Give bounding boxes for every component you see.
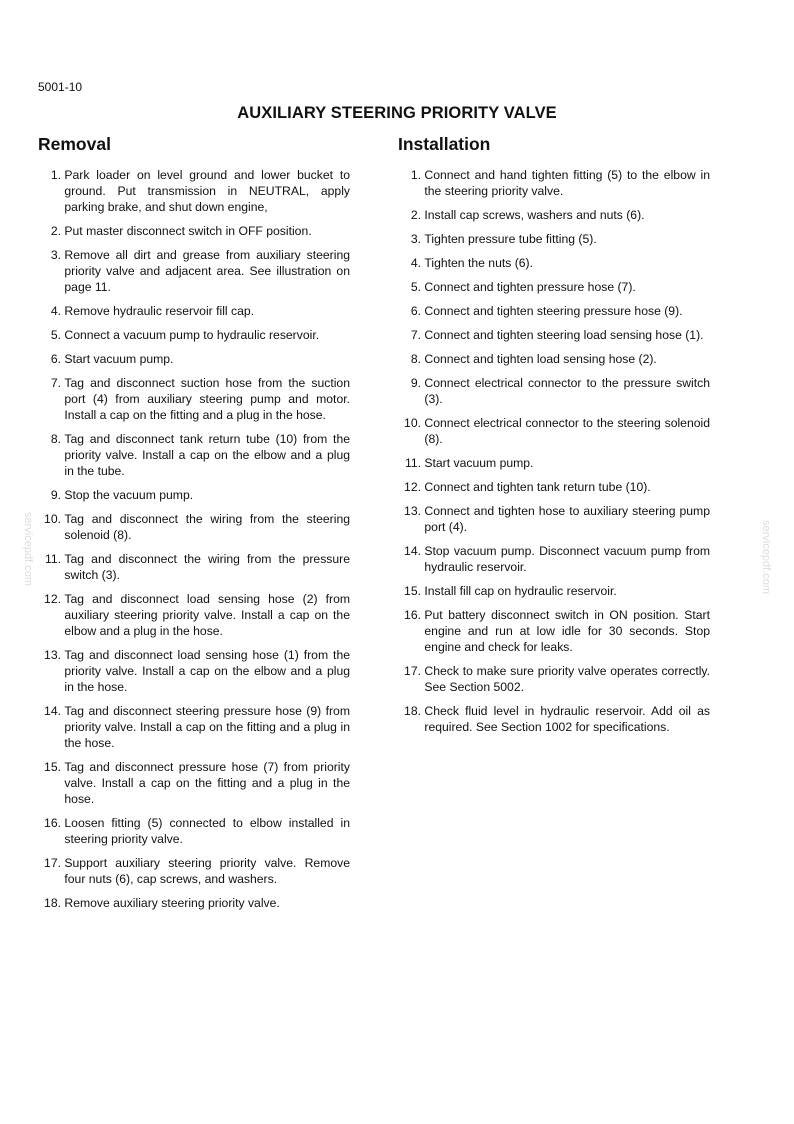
step-text: Check fluid level in hydraulic reservoir. Add oil as required. See Section 1002 for specifications. bbox=[424, 704, 710, 734]
installation-step bbox=[398, 231, 710, 247]
step-number: 5. bbox=[410, 280, 421, 294]
step-text: Connect electrical connector to the steering solenoid (8). bbox=[424, 416, 710, 446]
step-text: Tag and disconnect the wiring from the steering solenoid (8). bbox=[64, 512, 350, 542]
step-text: Tag and disconnect tank return tube (10) from the priority valve. Install a cap on the elbow and a plug in the tube. bbox=[64, 432, 350, 478]
removal-step bbox=[38, 551, 350, 583]
installation-step bbox=[398, 479, 710, 495]
step-text: Put master disconnect switch in OFF position. bbox=[64, 224, 312, 238]
step-text: Connect electrical connector to the pressure switch (3). bbox=[424, 376, 710, 406]
removal-step bbox=[38, 815, 350, 847]
step-text: Stop the vacuum pump. bbox=[64, 488, 194, 502]
installation-step bbox=[398, 415, 710, 447]
removal-step bbox=[38, 327, 350, 343]
step-number: 17. bbox=[404, 664, 421, 678]
removal-step bbox=[38, 167, 350, 215]
step-number: 10. bbox=[404, 416, 421, 430]
step-number: 4. bbox=[410, 256, 421, 270]
page-title: AUXILIARY STEERING PRIORITY VALVE bbox=[237, 104, 557, 122]
step-number: 4. bbox=[50, 304, 61, 318]
installation-step bbox=[398, 207, 710, 223]
step-text: Check to make sure priority valve operates correctly. See Section 5002. bbox=[424, 664, 710, 694]
step-number: 18. bbox=[44, 896, 61, 910]
step-text: Loosen fitting (5) connected to elbow installed in steering priority valve. bbox=[64, 816, 350, 846]
step-text: Tag and disconnect steering pressure hose (9) from priority valve. Install a cap on the fitting and a plug in the hose. bbox=[64, 704, 350, 750]
installation-step bbox=[398, 455, 710, 471]
step-text: Start vacuum pump. bbox=[64, 352, 174, 366]
removal-step bbox=[38, 703, 350, 751]
removal-step bbox=[38, 223, 350, 239]
step-number: 5. bbox=[50, 328, 61, 342]
removal-step bbox=[38, 351, 350, 367]
watermark-right: servicepdf.com bbox=[760, 520, 772, 594]
installation-step bbox=[398, 303, 710, 319]
installation-step bbox=[398, 351, 710, 367]
installation-step bbox=[398, 583, 710, 599]
step-number: 13. bbox=[404, 504, 421, 518]
step-number: 1. bbox=[410, 168, 421, 182]
installation-steps-list bbox=[398, 167, 710, 735]
step-number: 11. bbox=[44, 552, 61, 566]
removal-step bbox=[38, 759, 350, 807]
step-number: 12. bbox=[404, 480, 421, 494]
step-text: Tighten pressure tube fitting (5). bbox=[424, 232, 597, 246]
step-text: Remove all dirt and grease from auxiliary steering priority valve and adjacent area. See illustration on page 11. bbox=[64, 248, 350, 294]
step-text: Connect and tighten load sensing hose (2). bbox=[424, 352, 657, 366]
installation-step bbox=[398, 543, 710, 575]
step-text: Tag and disconnect pressure hose (7) from priority valve. Install a cap on the fitting and a plug in the hose. bbox=[64, 760, 350, 806]
removal-heading: Removal bbox=[38, 134, 111, 154]
step-number: 12. bbox=[44, 592, 61, 606]
removal-steps-list bbox=[38, 167, 350, 911]
watermark-left: servicepdf.com bbox=[22, 512, 34, 586]
step-number: 7. bbox=[410, 328, 421, 342]
installation-step bbox=[398, 703, 710, 735]
step-number: 2. bbox=[410, 208, 421, 222]
step-number: 18. bbox=[404, 704, 421, 718]
removal-step bbox=[38, 487, 350, 503]
installation-section bbox=[398, 134, 710, 743]
step-number: 15. bbox=[404, 584, 421, 598]
installation-step bbox=[398, 503, 710, 535]
installation-step bbox=[398, 167, 710, 199]
step-text: Connect and hand tighten fitting (5) to the elbow in the steering priority valve. bbox=[424, 168, 710, 198]
removal-step bbox=[38, 895, 350, 911]
step-number: 11. bbox=[404, 456, 421, 470]
step-number: 2. bbox=[50, 224, 61, 238]
step-text: Put battery disconnect switch in ON position. Start engine and run at low idle for 30 seconds. Stop engine and check for leaks. bbox=[424, 608, 710, 654]
step-number: 16. bbox=[44, 816, 61, 830]
step-text: Tighten the nuts (6). bbox=[424, 256, 534, 270]
step-number: 14. bbox=[404, 544, 421, 558]
step-text: Connect a vacuum pump to hydraulic reservoir. bbox=[64, 328, 320, 342]
installation-step bbox=[398, 255, 710, 271]
step-number: 17. bbox=[44, 856, 61, 870]
step-text: Tag and disconnect the wiring from the pressure switch (3). bbox=[64, 552, 350, 582]
removal-step bbox=[38, 511, 350, 543]
step-number: 1. bbox=[50, 168, 61, 182]
step-text: Install fill cap on hydraulic reservoir. bbox=[424, 584, 617, 598]
step-number: 3. bbox=[50, 248, 61, 262]
step-number: 8. bbox=[410, 352, 421, 366]
installation-heading: Installation bbox=[398, 134, 491, 154]
step-text: Connect and tighten tank return tube (10). bbox=[424, 480, 651, 494]
step-text: Tag and disconnect suction hose from the suction port (4) from auxiliary steering pump and motor. Install a cap on the fitting and a plug in the hose. bbox=[64, 376, 350, 422]
step-number: 6. bbox=[410, 304, 421, 318]
step-number: 9. bbox=[410, 376, 421, 390]
step-text: Connect and tighten pressure hose (7). bbox=[424, 280, 636, 294]
installation-step bbox=[398, 375, 710, 407]
removal-step bbox=[38, 303, 350, 319]
installation-step bbox=[398, 663, 710, 695]
step-text: Remove hydraulic reservoir fill cap. bbox=[64, 304, 255, 318]
removal-step bbox=[38, 375, 350, 423]
removal-step bbox=[38, 431, 350, 479]
page-number: 5001-10 bbox=[38, 80, 83, 94]
installation-step bbox=[398, 279, 710, 295]
step-number: 8. bbox=[50, 432, 61, 446]
step-text: Support auxiliary steering priority valve. Remove four nuts (6), cap screws, and washers. bbox=[64, 856, 350, 886]
step-number: 13. bbox=[44, 648, 61, 662]
step-number: 10. bbox=[44, 512, 61, 526]
step-text: Start vacuum pump. bbox=[424, 456, 534, 470]
step-number: 6. bbox=[50, 352, 61, 366]
step-text: Connect and tighten hose to auxiliary steering pump port (4). bbox=[424, 504, 710, 534]
installation-step bbox=[398, 607, 710, 655]
step-text: Remove auxiliary steering priority valve. bbox=[64, 896, 280, 910]
step-number: 9. bbox=[50, 488, 61, 502]
step-number: 16. bbox=[404, 608, 421, 622]
step-text: Stop vacuum pump. Disconnect vacuum pump from hydraulic reservoir. bbox=[424, 544, 710, 574]
removal-step bbox=[38, 647, 350, 695]
step-number: 3. bbox=[410, 232, 421, 246]
removal-step bbox=[38, 591, 350, 639]
step-text: Install cap screws, washers and nuts (6). bbox=[424, 208, 645, 222]
step-number: 7. bbox=[50, 376, 61, 390]
step-number: 15. bbox=[44, 760, 61, 774]
installation-step bbox=[398, 327, 710, 343]
step-text: Connect and tighten steering pressure hose (9). bbox=[424, 304, 683, 318]
step-text: Park loader on level ground and lower bucket to ground. Put transmission in NEUTRAL, apply parking brake, and shut down engine, bbox=[64, 168, 350, 214]
removal-section bbox=[38, 134, 350, 919]
step-text: Tag and disconnect load sensing hose (2) from auxiliary steering priority valve. Install a cap on the elbow and a plug in the hose. bbox=[64, 592, 350, 638]
removal-step bbox=[38, 247, 350, 295]
step-text: Connect and tighten steering load sensing hose (1). bbox=[424, 328, 704, 342]
removal-step bbox=[38, 855, 350, 887]
step-number: 14. bbox=[44, 704, 61, 718]
step-text: Tag and disconnect load sensing hose (1) from the priority valve. Install a cap on the elbow and a plug in the hose. bbox=[64, 648, 350, 694]
